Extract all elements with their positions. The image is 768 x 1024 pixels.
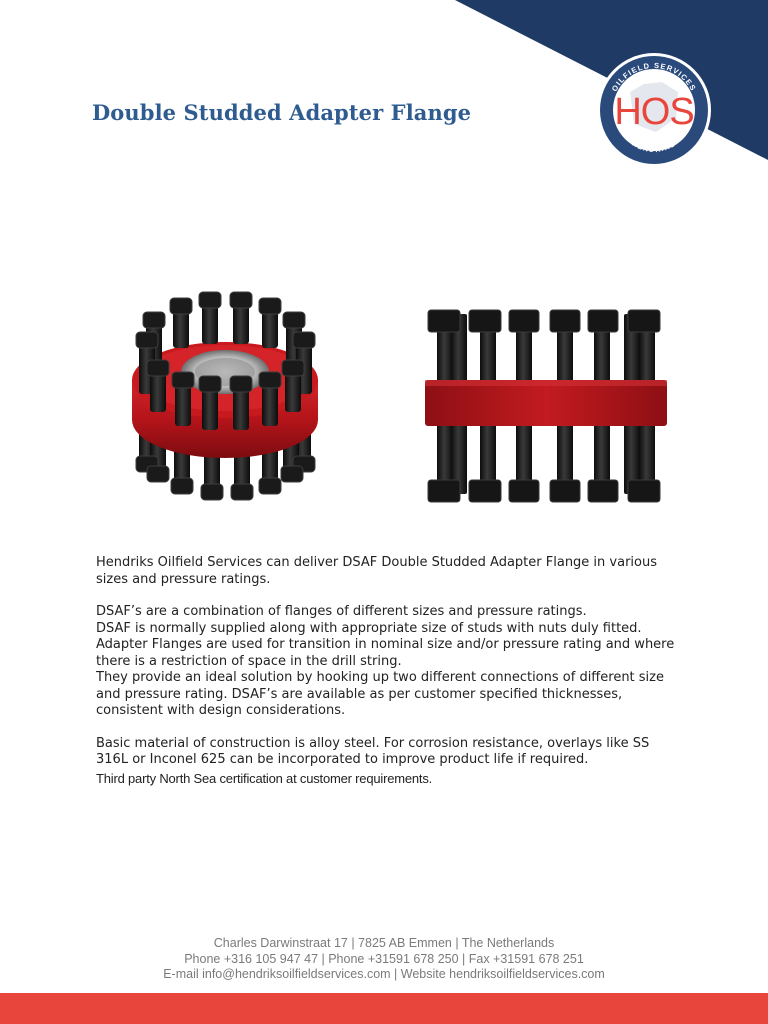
footer-contact-line: E-mail info@hendriksoilfieldservices.com | Website hendriksoilfieldservices.com [163,967,605,981]
footer-red-bar [0,993,768,1024]
footer-phones: Phone +316 105 947 47 | Phone +31591 678 250 | Fax +31591 678 251 [184,951,584,966]
flange-3d-view-icon [132,292,318,500]
certification-line: Third party North Sea certification at customer requirements. [96,770,433,786]
description-line: They provide an ideal solution by hooking up two different connections of different size and pressure rating. DSAF’s are available as per customer specified thicknesses, consistent with design considerations. [96,670,664,718]
footer-contact [0,936,768,983]
logo-ring-top-text: OILFIELD SERVICES [609,60,699,93]
document-title: Double Studded Adapter Flange [92,100,472,125]
body-text [96,555,676,787]
hos-logo [596,52,712,168]
material-line: 316L or Inconel 625 can be incorporated to improve product life if required. [96,752,589,767]
logo-letters: HOS [614,91,694,133]
product-illustrations [0,280,768,520]
logo-ring-bottom-text: HENDRIKS [630,140,678,155]
description-line: Adapter Flanges are used for transition in nominal size and/or pressure rating and where there is a restriction of space in the drill string. [96,637,675,669]
intro-paragraph: Hendriks Oilfield Services can deliver DSAF Double Studded Adapter Flange in various sizes and pressure ratings. [96,555,657,587]
description-line: DSAF’s are a combination of flanges of different sizes and pressure ratings. [96,604,587,619]
flange-side-view-icon [425,310,667,502]
footer-address: Charles Darwinstraat 17 | 7825 AB Emmen | The Netherlands [213,936,555,950]
description-line: DSAF is normally supplied along with appropriate size of studs with nuts duly fitted. [96,620,642,636]
material-line: Basic material of construction is alloy steel. For corrosion resistance, overlays like SS [96,735,650,751]
